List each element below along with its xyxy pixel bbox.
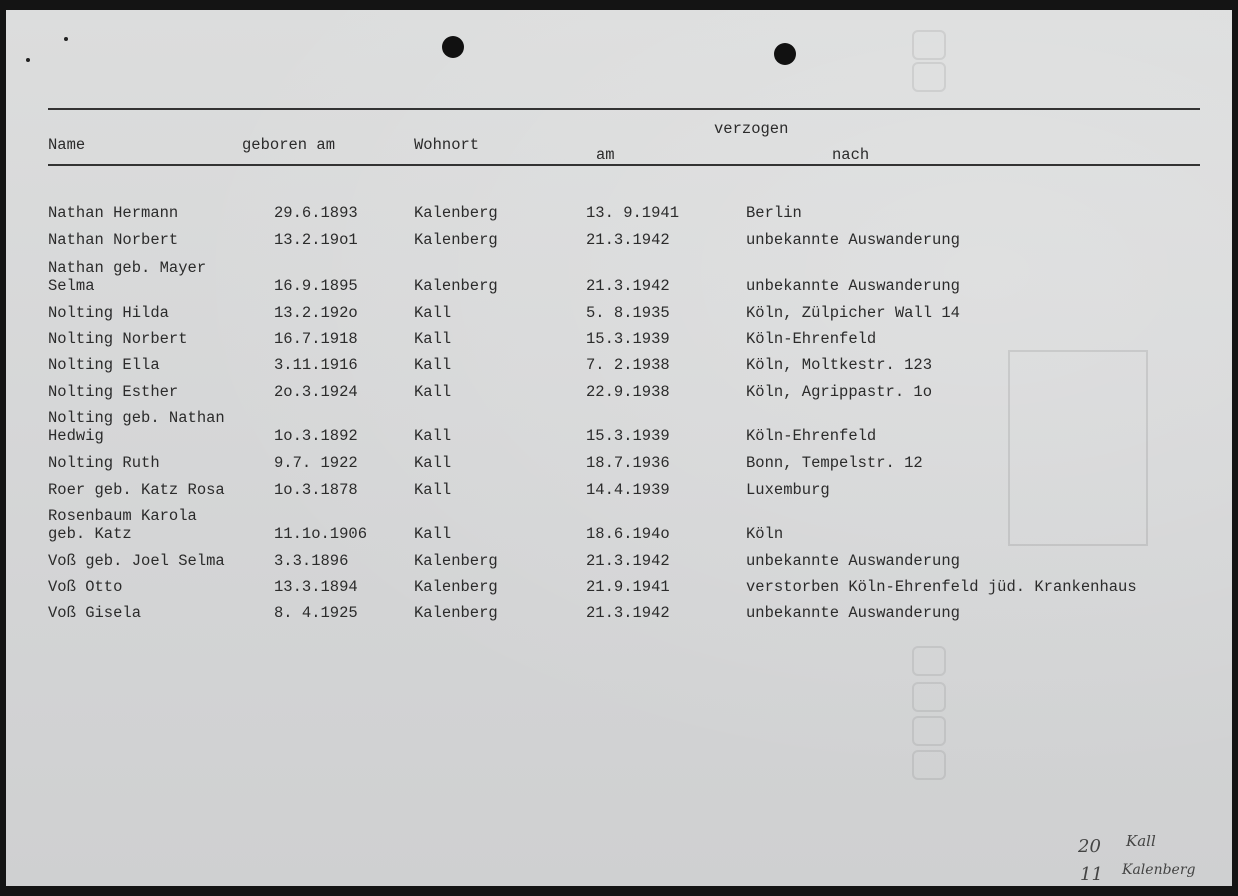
cell-born: 13.3.1894	[274, 578, 358, 596]
cell-name: Rosenbaum Karola geb. Katz	[48, 507, 197, 543]
cell-moved-to: Berlin	[746, 204, 802, 222]
cell-residence: Kalenberg	[414, 604, 498, 622]
header-residence: Wohnort	[414, 136, 480, 154]
cell-residence: Kall	[414, 304, 452, 322]
cell-moved-to: Köln-Ehrenfeld	[746, 427, 877, 445]
cell-moved-on: 21.9.1941	[586, 578, 670, 596]
cell-residence: Kall	[414, 481, 452, 499]
ink-speck	[64, 37, 68, 41]
cell-name: Voß Gisela	[48, 604, 142, 622]
header-moved-to: nach	[832, 146, 870, 164]
cell-name: Nolting Esther	[48, 383, 179, 401]
cell-moved-to: Köln, Zülpicher Wall 14	[746, 304, 960, 322]
cell-moved-to: unbekannte Auswanderung	[746, 277, 960, 295]
cell-moved-to: Köln, Moltkestr. 123	[746, 356, 933, 374]
cell-moved-to: Köln-Ehrenfeld	[746, 330, 877, 348]
header-name: Name	[48, 136, 86, 154]
faint-mark	[912, 682, 946, 712]
header-moved: verzogen	[714, 120, 789, 138]
cell-name: Roer geb. Katz Rosa	[48, 481, 225, 499]
header-moved-on: am	[596, 146, 615, 164]
cell-moved-on: 7. 2.1938	[586, 356, 670, 374]
cell-born: 29.6.1893	[274, 204, 358, 222]
faint-mark	[912, 30, 946, 60]
cell-moved-on: 21.3.1942	[586, 231, 670, 249]
cell-residence: Kall	[414, 525, 452, 543]
cell-name: Voß geb. Joel Selma	[48, 552, 225, 570]
cell-moved-to: unbekannte Auswanderung	[746, 231, 960, 249]
cell-moved-on: 22.9.1938	[586, 383, 670, 401]
cell-moved-on: 18.6.194o	[586, 525, 670, 543]
punch-hole-left	[442, 36, 464, 58]
cell-born: 3.3.1896	[274, 552, 349, 570]
cell-moved-to: unbekannte Auswanderung	[746, 552, 960, 570]
cell-residence: Kall	[414, 356, 452, 374]
cell-moved-to: Bonn, Tempelstr. 12	[746, 454, 923, 472]
ink-speck	[26, 58, 30, 62]
cell-born: 11.1o.1906	[274, 525, 368, 543]
index-card	[6, 10, 1232, 886]
cell-born: 9.7. 1922	[274, 454, 358, 472]
cell-born: 13.2.192o	[274, 304, 358, 322]
cell-moved-on: 21.3.1942	[586, 604, 670, 622]
cell-moved-on: 18.7.1936	[586, 454, 670, 472]
cell-name: Nathan Hermann	[48, 204, 179, 222]
cell-moved-to: Köln, Agrippastr. 1o	[746, 383, 933, 401]
cell-moved-on: 14.4.1939	[586, 481, 670, 499]
cell-moved-on: 13. 9.1941	[586, 204, 680, 222]
cell-residence: Kall	[414, 330, 452, 348]
cell-moved-on: 21.3.1942	[586, 277, 670, 295]
cell-moved-on: 15.3.1939	[586, 427, 670, 445]
cell-moved-on: 21.3.1942	[586, 552, 670, 570]
faint-mark	[912, 750, 946, 780]
cell-moved-to: Luxemburg	[746, 481, 830, 499]
cell-residence: Kalenberg	[414, 204, 498, 222]
cell-born: 2o.3.1924	[274, 383, 358, 401]
cell-born: 13.2.19o1	[274, 231, 358, 249]
cell-born: 3.11.1916	[274, 356, 358, 374]
cell-name: Nolting geb. Nathan Hedwig	[48, 409, 225, 445]
cell-born: 16.7.1918	[274, 330, 358, 348]
faint-mark	[912, 716, 946, 746]
cell-residence: Kall	[414, 383, 452, 401]
handwritten-place-kall: Kall	[1126, 832, 1156, 850]
cell-moved-on: 15.3.1939	[586, 330, 670, 348]
cell-born: 1o.3.1892	[274, 427, 358, 445]
cell-born: 16.9.1895	[274, 277, 358, 295]
handwritten-count-kall: 20	[1078, 836, 1101, 857]
cell-residence: Kalenberg	[414, 277, 498, 295]
faint-stamp	[1008, 350, 1148, 546]
cell-born: 8. 4.1925	[274, 604, 358, 622]
cell-born: 1o.3.1878	[274, 481, 358, 499]
faint-mark	[912, 62, 946, 92]
cell-moved-to: verstorben Köln-Ehrenfeld jüd. Krankenhaus	[746, 578, 1137, 596]
cell-residence: Kall	[414, 454, 452, 472]
cell-moved-on: 5. 8.1935	[586, 304, 670, 322]
cell-residence: Kalenberg	[414, 552, 498, 570]
handwritten-count-kalenberg: 11	[1080, 864, 1103, 885]
cell-name: Nolting Ella	[48, 356, 160, 374]
cell-name: Voß Otto	[48, 578, 123, 596]
punch-hole-right	[774, 43, 796, 65]
handwritten-place-kalenberg: Kalenberg	[1122, 862, 1196, 878]
cell-name: Nathan Norbert	[48, 231, 179, 249]
header-rule-bottom	[48, 164, 1200, 166]
cell-name: Nolting Hilda	[48, 304, 169, 322]
cell-residence: Kall	[414, 427, 452, 445]
cell-residence: Kalenberg	[414, 231, 498, 249]
header-born: geboren am	[242, 136, 336, 154]
cell-name: Nathan geb. Mayer Selma	[48, 259, 207, 295]
cell-name: Nolting Norbert	[48, 330, 188, 348]
cell-name: Nolting Ruth	[48, 454, 160, 472]
cell-residence: Kalenberg	[414, 578, 498, 596]
faint-mark	[912, 646, 946, 676]
cell-moved-to: unbekannte Auswanderung	[746, 604, 960, 622]
cell-moved-to: Köln	[746, 525, 784, 543]
header-rule-top	[48, 108, 1200, 110]
